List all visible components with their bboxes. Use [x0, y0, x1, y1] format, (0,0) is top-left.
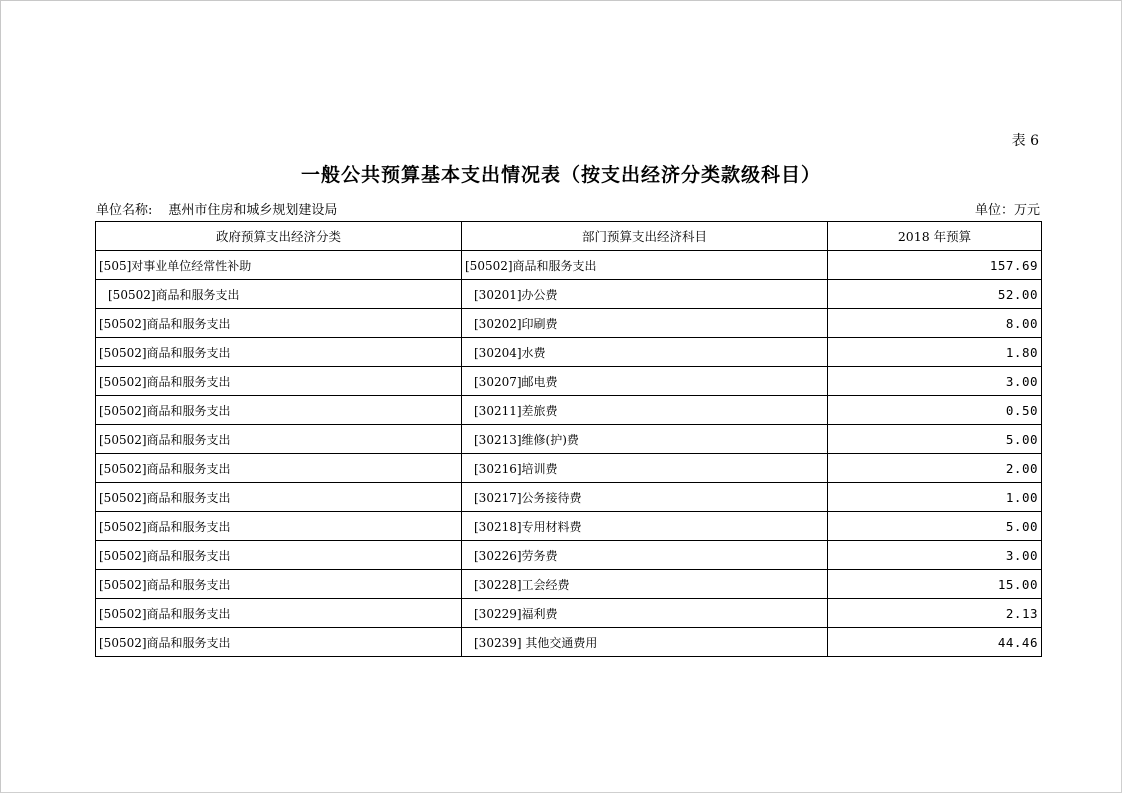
dept-subject-cell: [30217]公务接待费: [462, 483, 828, 512]
unit-name-block: [96, 199, 337, 218]
unit-name-value: 惠州市住房和城乡规划建设局: [168, 203, 338, 218]
amount-cell: 2.13: [828, 599, 1042, 628]
amount-cell: 5.00: [828, 512, 1042, 541]
table-row: [96, 396, 1042, 425]
dept-subject-cell: [30202]印刷费: [462, 309, 828, 338]
table-row: [96, 512, 1042, 541]
table-row: [96, 280, 1042, 309]
table-row: [96, 251, 1042, 280]
header-row: [96, 222, 1042, 251]
dept-subject-cell: [30204]水费: [462, 338, 828, 367]
amount-cell: 44.46: [828, 628, 1042, 657]
gov-classification-cell: [50502]商品和服务支出: [96, 338, 462, 367]
dept-subject-cell: [30207]邮电费: [462, 367, 828, 396]
dept-subject-cell: [30201]办公费: [462, 280, 828, 309]
unit-of-measure: 单位：万元: [974, 203, 1040, 218]
dept-subject-cell: [50502]商品和服务支出: [462, 251, 828, 280]
table-row: [96, 367, 1042, 396]
amount-cell: 5.00: [828, 425, 1042, 454]
table-number: 表 6: [1011, 133, 1039, 149]
dept-subject-cell: [30211]差旅费: [462, 396, 828, 425]
table-row: [96, 309, 1042, 338]
dept-subject-cell: [30226]劳务费: [462, 541, 828, 570]
dept-subject-cell: [30228]工会经费: [462, 570, 828, 599]
table-row: [96, 425, 1042, 454]
gov-classification-cell: [50502]商品和服务支出: [96, 425, 462, 454]
table-row: [96, 541, 1042, 570]
table-row: [96, 483, 1042, 512]
gov-classification-cell: [50502]商品和服务支出: [96, 570, 462, 599]
amount-cell: 2.00: [828, 454, 1042, 483]
amount-cell: 3.00: [828, 541, 1042, 570]
header-gov-classification: 政府预算支出经济分类: [96, 222, 462, 251]
dept-subject-cell: [30213]维修(护)费: [462, 425, 828, 454]
document-title: 一般公共预算基本支出情况表（按支出经济分类款级科目）: [300, 164, 821, 186]
table-row: [96, 570, 1042, 599]
dept-subject-cell: [30229]福利费: [462, 599, 828, 628]
table-row: [96, 628, 1042, 657]
amount-cell: 0.50: [828, 396, 1042, 425]
amount-cell: 8.00: [828, 309, 1042, 338]
amount-cell: 15.00: [828, 570, 1042, 599]
gov-classification-cell: [50502]商品和服务支出: [96, 483, 462, 512]
dept-subject-cell: [30239] 其他交通费用: [462, 628, 828, 657]
amount-cell: 1.80: [828, 338, 1042, 367]
amount-cell: 157.69: [828, 251, 1042, 280]
amount-cell: 52.00: [828, 280, 1042, 309]
gov-classification-cell: [50502]商品和服务支出: [96, 309, 462, 338]
dept-subject-cell: [30216]培训费: [462, 454, 828, 483]
gov-classification-cell: [505]对事业单位经常性补助: [96, 251, 462, 280]
header-budget-2018: 2018 年预算: [828, 222, 1042, 251]
gov-classification-cell: [50502]商品和服务支出: [96, 512, 462, 541]
table-row: [96, 338, 1042, 367]
dept-subject-cell: [30218]专用材料费: [462, 512, 828, 541]
gov-classification-cell: [50502]商品和服务支出: [96, 280, 462, 309]
table-row: [96, 454, 1042, 483]
amount-cell: 1.00: [828, 483, 1042, 512]
budget-table: [95, 221, 1042, 657]
gov-classification-cell: [50502]商品和服务支出: [96, 454, 462, 483]
table-row: [96, 599, 1042, 628]
amount-cell: 3.00: [828, 367, 1042, 396]
gov-classification-cell: [50502]商品和服务支出: [96, 541, 462, 570]
gov-classification-cell: [50502]商品和服务支出: [96, 599, 462, 628]
gov-classification-cell: [50502]商品和服务支出: [96, 628, 462, 657]
gov-classification-cell: [50502]商品和服务支出: [96, 396, 462, 425]
unit-name-label: 单位名称:: [96, 203, 153, 218]
gov-classification-cell: [50502]商品和服务支出: [96, 367, 462, 396]
header-dept-subject: 部门预算支出经济科目: [462, 222, 828, 251]
meta-row: [96, 199, 1040, 218]
